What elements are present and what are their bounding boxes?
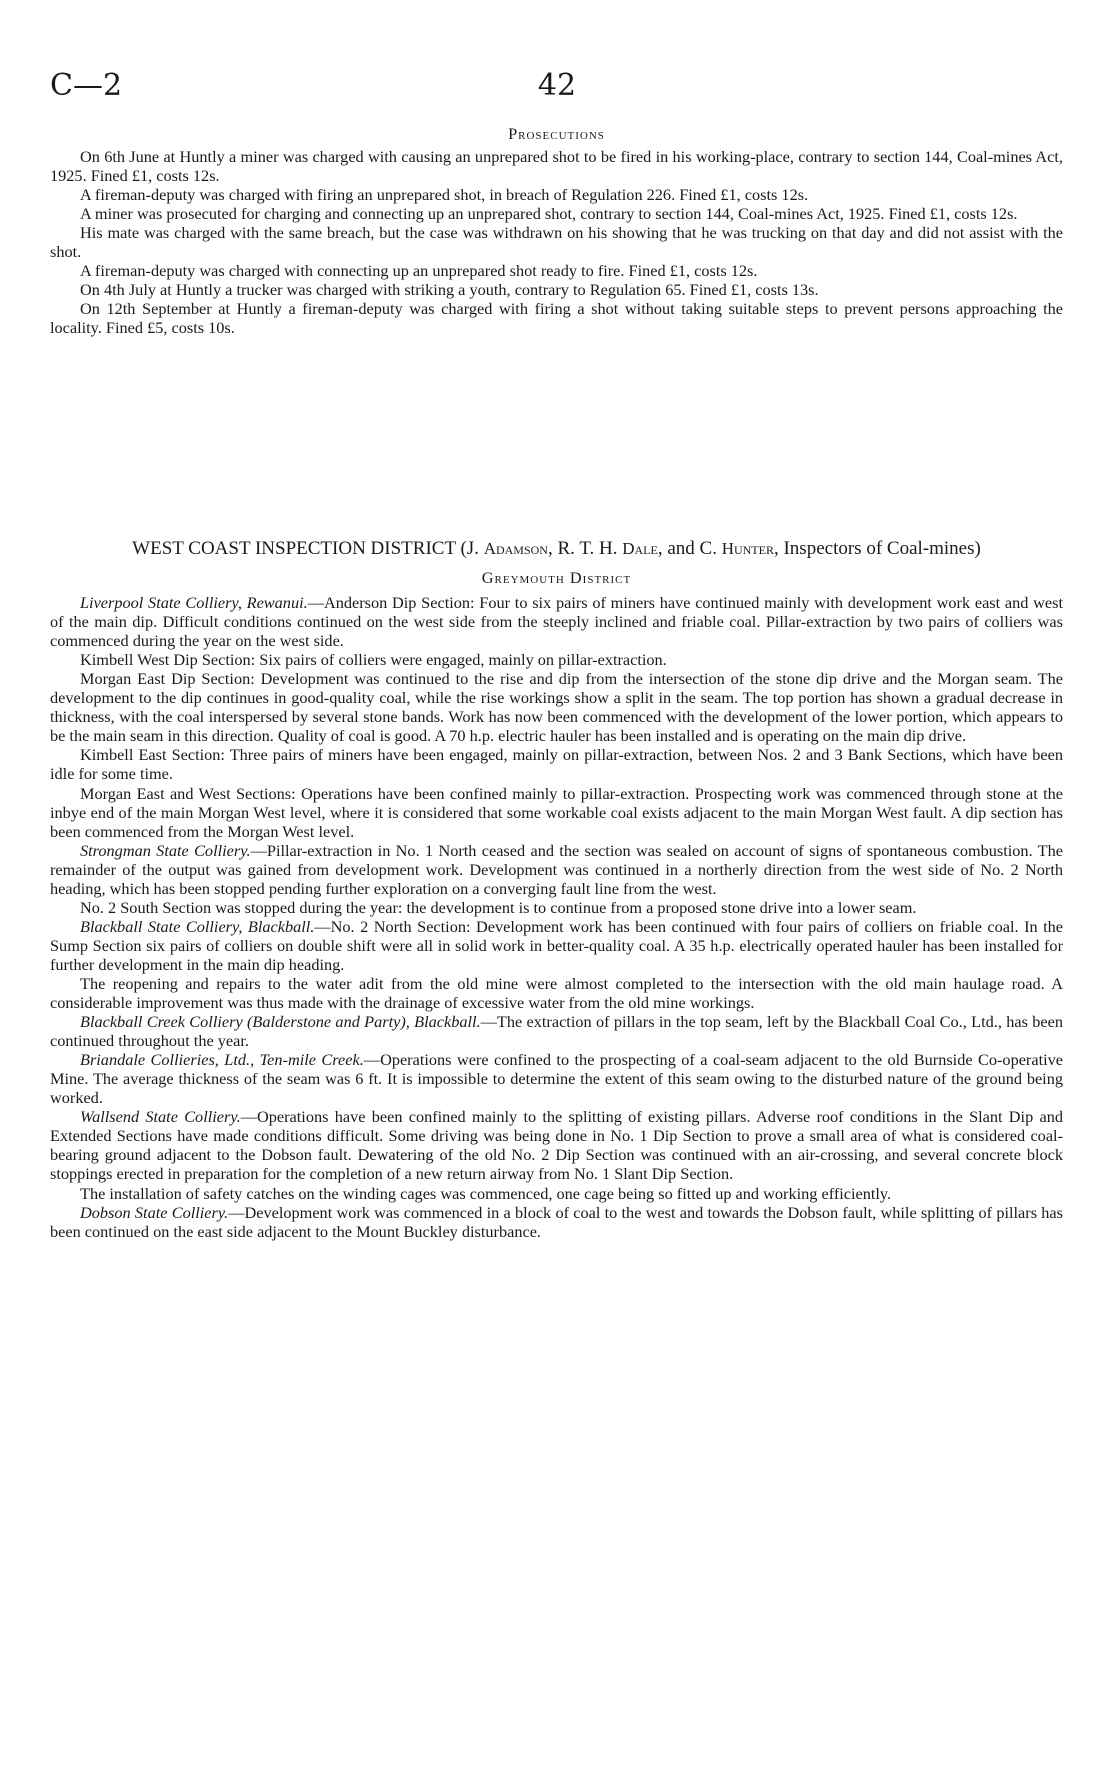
district-subheading: Greymouth District	[481, 568, 632, 587]
colliery-paragraph: No. 2 South Section was stopped during the year: the development is to continue from a proposed stone drive into a lower seam.	[80, 897, 917, 917]
colliery-paragraph: Kimbell West Dip Section: Six pairs of colliers were engaged, mainly on pillar-extraction.	[80, 650, 667, 670]
colliery-paragraph: Liverpool State Colliery, Rewanui.—Anderson Dip Section: Four to six pairs of miners have continued mainly with development work east and west of the main dip. Difficult conditions continued on the west side from the steeply inclined and friable coal. Pillar-extraction by two pairs of colliers was commenced during the year on the west side.	[50, 593, 1064, 651]
colliery-paragraph: Blackball State Colliery, Blackball.—No. 2 North Section: Development work has been continued with four pairs of colliers on friable coal. In the Sump Section six pairs of colliers on double shift were all in solid work in better-quality coal. A 35 h.p. electrically operated hauler has been installed for further development in the main dip heading.	[50, 916, 1063, 974]
colliery-paragraph: Blackball Creek Colliery (Balderstone and Party), Blackball.—The extraction of pillars in the top seam, left by the Blackball Coal Co., Ltd., has been continued throughout the year.	[50, 1012, 1063, 1051]
prosecution-paragraph: On 12th September at Huntly a fireman-deputy was charged with firing a shot without taking suitable steps to prevent persons approaching the locality. Fined £5, costs 10s.	[50, 299, 1063, 338]
prosecutions-section	[50, 124, 1063, 338]
prosecution-paragraph: A fireman-deputy was charged with firing an unprepared shot, in breach of Regulation 226. Fined £1, costs 12s.	[80, 185, 809, 205]
prosecution-paragraph: A fireman-deputy was charged with connecting up an unprepared shot ready to fire. Fined £1, costs 12s.	[80, 261, 758, 281]
page-header	[50, 68, 1064, 108]
colliery-paragraph: The installation of safety catches on the winding cages was commenced, one cage being so fitted up and working efficiently.	[80, 1183, 892, 1203]
colliery-paragraph: Morgan East and West Sections: Operations have been confined mainly to pillar-extraction. Prospecting work was commenced through stone at the inbye end of the main Morgan West level, where it is considered that some workable coal exists adjacent to the main Morgan West fault. A dip section has been commenced from the Morgan West level.	[50, 783, 1063, 841]
west-coast-section	[50, 538, 1063, 1241]
colliery-paragraph: Morgan East Dip Section: Development was continued to the rise and dip from the intersection of the stone dip drive and the Morgan seam. The development to the dip continues in good-quality coal, while the rise workings show a split in the seam. The top portion has shown a gradual decrease in thickness, with the coal interspersed by several stone bands. Work has now been commenced with the development of the lower portion, which appears to be the main seam in this direction. Quality of coal is good. A 70 h.p. electric hauler has been installed and is operating on the main dip drive.	[50, 669, 1063, 746]
prosecution-paragraph: A miner was prosecuted for charging and connecting up an unprepared shot, contrary to section 144, Coal-mines Act, 1925. Fined £1, costs 12s.	[80, 204, 1018, 224]
prosecutions-heading: Prosecutions	[508, 124, 605, 143]
colliery-paragraph: Briandale Collieries, Ltd., Ten-mile Creek.—Operations were confined to the prospecting of a coal-seam adjacent to the old Burnside Co-operative Mine. The average thickness of the seam was 6 ft. It is impossible to determine the extent of this seam owing to the disturbed nature of the ground being worked.	[50, 1050, 1063, 1108]
colliery-paragraph: Wallsend State Colliery.—Operations have been confined mainly to the splitting of existing pillars. Adverse roof conditions in the Slant Dip and Extended Sections have made conditions difficult. Some driving was being done in No. 1 Dip Section to prove a small area of what is considered coal-bearing ground adjacent to the Dobson fault. Dewatering of the old No. 2 Dip Section was continued with an air-crossing, and several concrete block stoppings erected in preparation for the completion of a new return airway from No. 1 Slant Dip Section.	[50, 1107, 1064, 1184]
district-heading: WEST COAST INSPECTION DISTRICT (J. Adamson, R. T. H. Dale, and C. Hunter, Inspectors of Coal-mines)	[132, 538, 981, 559]
prosecution-paragraph: On 4th July at Huntly a trucker was charged with striking a youth, contrary to Regulation 65. Fined £1, costs 13s.	[80, 280, 819, 300]
page-number: 42	[537, 68, 577, 103]
prosecution-paragraph: On 6th June at Huntly a miner was charged with causing an unprepared shot to be fired in his working-place, contrary to section 144, Coal-mines Act, 1925. Fined £1, costs 12s.	[50, 147, 1063, 186]
page-reference: C—2	[50, 68, 123, 103]
colliery-paragraph: Strongman State Colliery.—Pillar-extraction in No. 1 North ceased and the section was sealed on account of signs of spontaneous combustion. The remainder of the output was gained from development work. Development was continued in a northerly direction from the west side of No. 2 North heading, which has been stopped pending further exploration on a converging fault line from the west.	[50, 840, 1063, 898]
colliery-paragraph: Kimbell East Section: Three pairs of miners have been engaged, mainly on pillar-extraction, between Nos. 2 and 3 Bank Sections, which have been idle for some time.	[50, 745, 1063, 784]
colliery-paragraph: The reopening and repairs to the water adit from the old mine were almost completed to the intersection with the old main haulage road. A considerable improvement was thus made with the drainage of excessive water from the old mine workings.	[50, 973, 1063, 1013]
prosecution-paragraph: His mate was charged with the same breach, but the case was withdrawn on his showing that he was trucking on that day and did not assist with the shot.	[50, 223, 1063, 262]
colliery-paragraph: Dobson State Colliery.—Development work was commenced in a block of coal to the west and towards the Dobson fault, while splitting of pillars has been continued on the east side adjacent to the Mount Buckley disturbance.	[50, 1202, 1063, 1241]
